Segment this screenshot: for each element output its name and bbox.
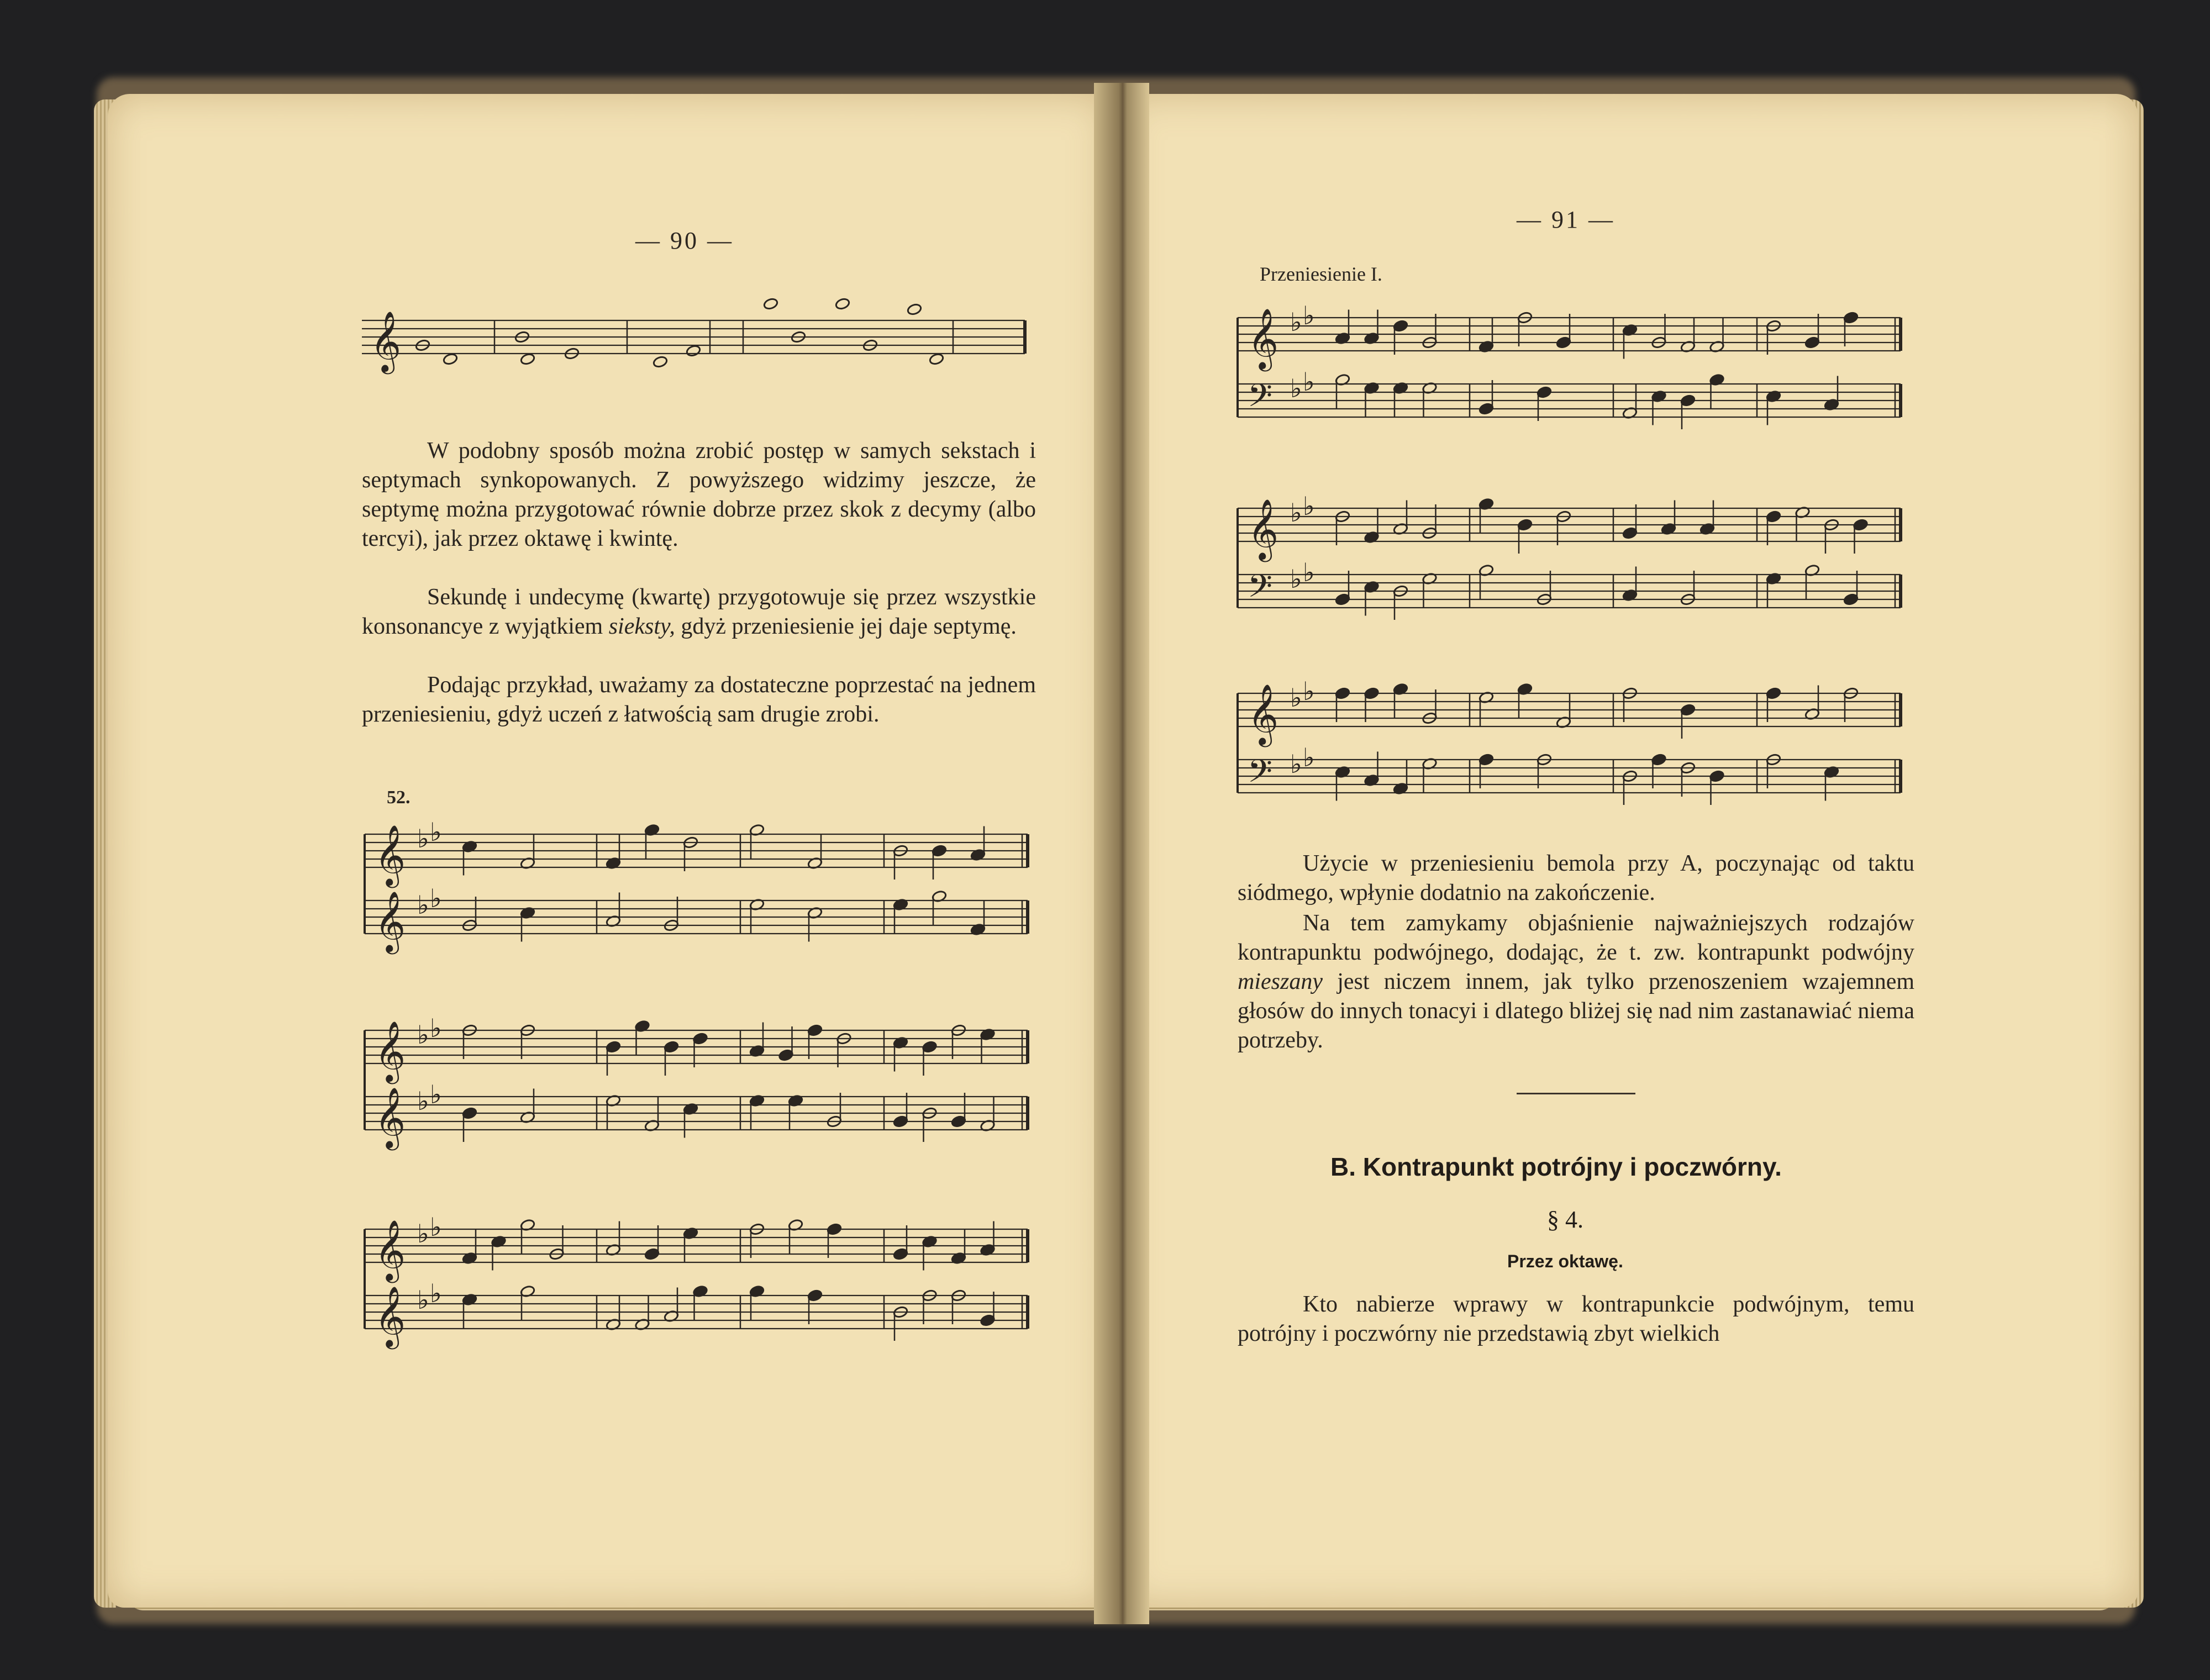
- music-system-right-2: [1238, 486, 1917, 630]
- flat-sign-icon: ♭: [430, 883, 442, 913]
- paragraph-left-3: [362, 671, 1036, 729]
- flat-sign-icon: ♭: [417, 1086, 429, 1116]
- music-system-left-1: [365, 812, 1044, 956]
- treble-clef-icon: 𝄞: [1248, 499, 1279, 560]
- italic-word-mieszany: mieszany: [1238, 969, 1323, 994]
- flat-sign-icon: ♭: [1290, 498, 1302, 528]
- flat-sign-icon: ♭: [430, 1212, 442, 1242]
- flat-sign-icon: ♭: [1303, 557, 1315, 587]
- note-head: [907, 303, 922, 315]
- music-system-left-2: [365, 1008, 1044, 1152]
- treble-clef-icon: 𝄞: [375, 825, 406, 886]
- paragraph-right-1-text: Użycie w przeniesieniu bemola przy A, poczynając od taktu siódmego, wpłynie dodatnio na zakończenie.: [1238, 851, 1914, 905]
- note-head: [929, 352, 944, 365]
- music-example-top-left: [362, 287, 1041, 392]
- flat-sign-icon: ♭: [417, 1219, 429, 1249]
- paragraph-right-2-text: Na tem zamykamy objaśnienie najważniejszych rodzajów kontrapunktu podwójnego, dodając, że t. zw. kontrapunkt podwójny: [1238, 910, 1914, 965]
- flat-sign-icon: ♭: [430, 817, 442, 847]
- page-number-right: — 91 —: [1517, 206, 1615, 233]
- bass-clef-icon: 𝄢: [1248, 752, 1273, 798]
- music-system-left-3: [365, 1207, 1044, 1351]
- flat-sign-icon: ♭: [1290, 373, 1302, 403]
- note-head: [443, 352, 458, 365]
- flat-sign-icon: ♭: [1303, 301, 1315, 330]
- italic-word-seksty: sieksty,: [608, 614, 675, 639]
- example-label: Przeniesienie I.: [1260, 263, 1382, 285]
- flat-sign-icon: ♭: [1303, 491, 1315, 521]
- treble-clef-icon: 𝄞: [375, 1220, 406, 1281]
- paragraph-right-2: [1238, 909, 1914, 1055]
- note-head: [686, 344, 701, 357]
- note-head: [763, 297, 778, 310]
- paragraph-right-2-end: jest niczem innem, jak tylko przenoszeniem wzajemnem głosów do innych tonacyi i dlatego bliżej się nad nim zastanawiać niema potrzeby.: [1238, 969, 1914, 1053]
- music-system-right-1: [1238, 296, 1917, 439]
- treble-clef-icon: 𝄞: [375, 891, 406, 952]
- paragraph-right-1: [1238, 849, 1914, 908]
- flat-sign-icon: ♭: [1290, 683, 1302, 713]
- flat-sign-icon: ♭: [430, 1013, 442, 1043]
- music-system-right-3: [1238, 671, 1917, 815]
- paragraph-right-3: [1238, 1290, 1914, 1349]
- subheading: Przez oktawę.: [1507, 1251, 1623, 1271]
- paragraph-left-2-text: Sekundę i undecymę (kwartę) przygotowuje się przez wszystkie konsonancye z wyjątkiem: [362, 584, 1036, 639]
- flat-sign-icon: ♭: [430, 1079, 442, 1109]
- flat-sign-icon: ♭: [417, 1020, 429, 1050]
- treble-clef-icon: 𝄞: [375, 1021, 406, 1082]
- treble-clef-icon: 𝄞: [1248, 684, 1279, 745]
- section-heading: B. Kontrapunkt potrójny i poczwórny.: [1330, 1152, 1782, 1181]
- flat-sign-icon: ♭: [1303, 676, 1315, 706]
- flat-sign-icon: ♭: [1290, 307, 1302, 337]
- flat-sign-icon: ♭: [417, 1285, 429, 1315]
- treble-clef-icon: 𝄞: [375, 1286, 406, 1347]
- book-gutter: [1094, 83, 1149, 1624]
- flat-sign-icon: ♭: [430, 1278, 442, 1308]
- flat-sign-icon: ♭: [417, 890, 429, 920]
- bass-clef-icon: 𝄢: [1248, 567, 1273, 613]
- note-head: [835, 297, 850, 310]
- paragraph-left-1-text: W podobny sposób można zrobić postęp w samych sekstach i septymach synkopowanych. Z powyższego widzimy jeszcze, że septymę można przygotować równie dobrze przez skok z decymy (albo tercyi), jak przez oktawę i kwintę.: [362, 438, 1036, 551]
- treble-clef-icon: 𝄞: [370, 311, 402, 372]
- note-head: [653, 355, 668, 368]
- flat-sign-icon: ♭: [417, 824, 429, 854]
- page-number-left: — 90 —: [635, 227, 734, 254]
- note-head: [520, 352, 535, 365]
- paragraph-right-3-text: Kto nabierze wprawy w kontrapunkcie podwójnym, temu potrójny i poczwórny nie przedstawią zbyt wielkich: [1238, 1292, 1914, 1346]
- flat-sign-icon: ♭: [1303, 742, 1315, 772]
- treble-clef-icon: 𝄞: [375, 1087, 406, 1148]
- flat-sign-icon: ♭: [1290, 749, 1302, 779]
- flat-sign-icon: ♭: [1290, 564, 1302, 594]
- paragraph-left-1: [362, 436, 1036, 554]
- paragraph-left-3-text: Podając przykład, uważamy za dostateczne poprzestać na jednem przeniesieniu, gdyż uczeń z łatwością sam drugie zrobi.: [362, 672, 1036, 727]
- flat-sign-icon: ♭: [1303, 367, 1315, 397]
- example-number: 52.: [387, 787, 411, 808]
- divider-rule: [1517, 1093, 1635, 1094]
- bass-clef-icon: 𝄢: [1248, 377, 1273, 422]
- paragraph-left-2: [362, 583, 1036, 641]
- paragraph-left-2-end: gdyż przeniesienie jej daje septymę.: [681, 614, 1017, 639]
- treble-clef-icon: 𝄞: [1248, 308, 1279, 369]
- section-number: § 4.: [1547, 1206, 1583, 1233]
